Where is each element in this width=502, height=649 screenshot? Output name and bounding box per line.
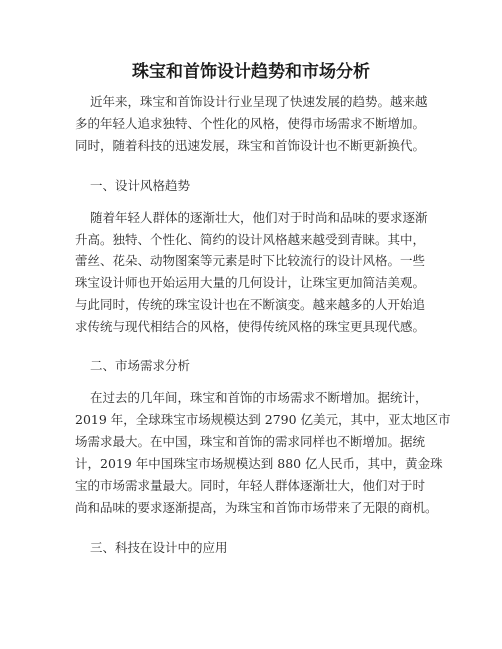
- intro-line: 同时，随着科技的迅速发展，珠宝和首饰设计也不断更新换代。: [75, 138, 426, 153]
- intro-line: 多的年轻人追求独特、个性化的风格，使得市场需求不断增加。: [75, 116, 426, 131]
- section-line: 求传统与现代相结合的风格，使得传统风格的珠宝更具现代感。: [75, 319, 426, 334]
- section-line: 计，2019 年中国珠宝市场规模达到 880 亿人民币，其中，黄金珠: [75, 456, 443, 471]
- section-line: 2019 年，全球珠宝市场规模达到 2790 亿美元，其中，亚太地区市: [75, 412, 451, 427]
- section-line: 在过去的几年间，珠宝和首饰的市场需求不断增加。据统计，: [90, 390, 428, 405]
- section-heading-design-trends: 一、设计风格趋势: [90, 178, 191, 193]
- section-line: 尚和品味的要求逐渐提高，为珠宝和首饰市场带来了无限的商机。: [75, 500, 438, 515]
- section-line: 随着年轻人群体的逐渐壮大，他们对于时尚和品味的要求逐渐: [90, 210, 428, 225]
- section-line: 珠宝设计师也开始运用大量的几何设计，让珠宝更加简洁美观。: [75, 275, 426, 290]
- section-line: 场需求最大。在中国，珠宝和首饰的需求同样也不断增加。据统: [75, 434, 426, 449]
- section-line: 与此同时，传统的珠宝设计也在不断演变。越来越多的人开始追: [75, 297, 426, 312]
- section-line: 宝的市场需求量最大。同时，年轻人群体逐渐壮大，他们对于时: [75, 478, 426, 493]
- document-title: 珠宝和首饰设计趋势和市场分析: [132, 62, 370, 82]
- section-line: 升高。独特、个性化、简约的设计风格越来越受到青睐。其中，: [75, 232, 426, 247]
- section-line: 蕾丝、花朵、动物图案等元素是时下比较流行的设计风格。一些: [75, 253, 426, 268]
- intro-line: 近年来，珠宝和首饰设计行业呈现了快速发展的趋势。越来越: [90, 94, 428, 109]
- section-heading-market-demand: 二、市场需求分析: [90, 358, 191, 373]
- section-heading-technology: 三、科技在设计中的应用: [90, 540, 228, 555]
